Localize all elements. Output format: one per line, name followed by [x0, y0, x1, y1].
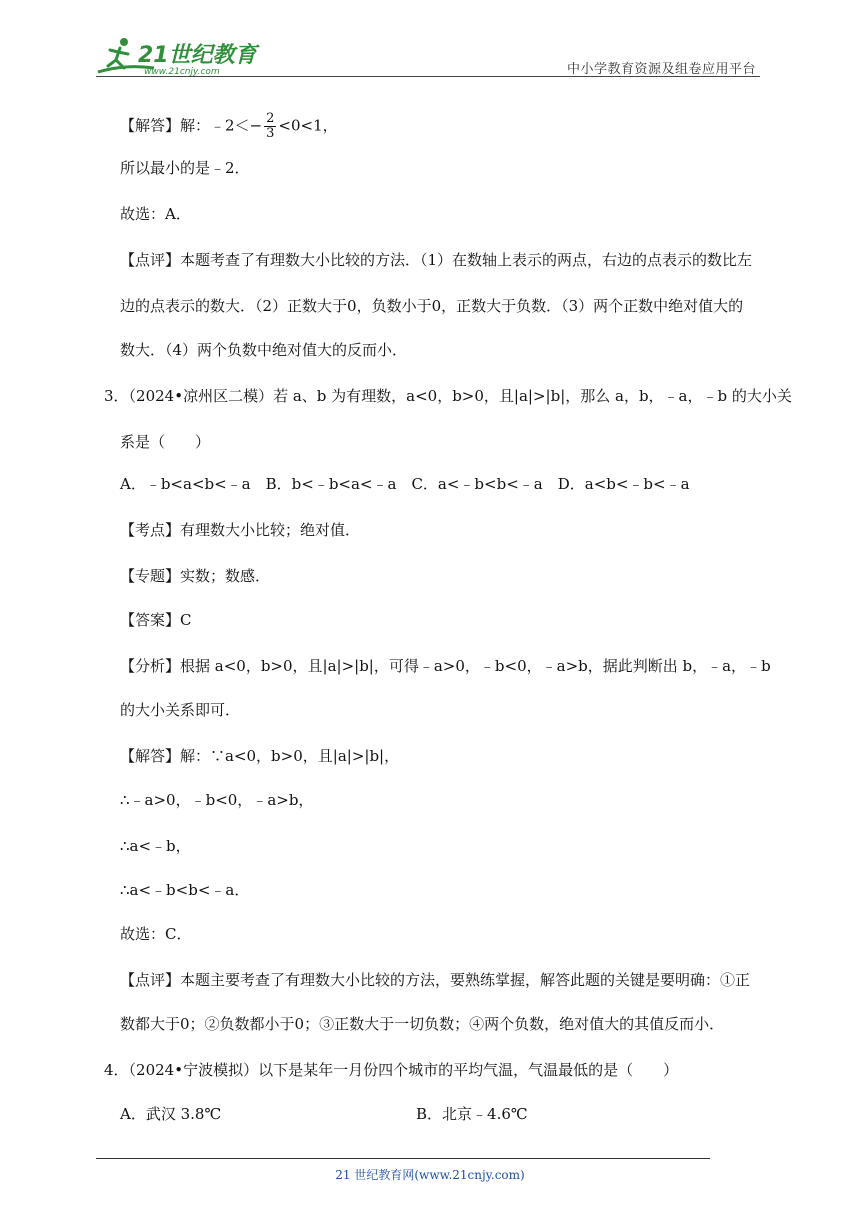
- choice-line: 故选：A．: [120, 205, 191, 223]
- question-3-stem: 3．（2024•凉州区二模）若 a、b 为有理数，a<0，b>0，且|a|>|b|，那么 a，b，﹣a，﹣b 的大小关: [104, 387, 792, 405]
- question-4-option-b: B．北京﹣4.6℃: [416, 1105, 528, 1123]
- answer-line-1: 【解答】解：﹣2＜− $\frac{2}{3}$ <0<1，: [120, 111, 338, 141]
- comment2-line-1: 【点评】本题主要考查了有理数大小比较的方法，要熟练掌握，解答此题的关键是要明确：①正: [120, 971, 751, 989]
- choice-line-2: 故选：C．: [120, 925, 192, 943]
- solution-line-2: ∴﹣a>0，﹣b<0，﹣a>b，: [120, 791, 314, 809]
- header-divider: [96, 76, 760, 77]
- answer-key: 【答案】C: [120, 611, 192, 629]
- fraction: $\frac{2}{3}$: [266, 111, 275, 141]
- solution-line-4: ∴a<﹣b<b<﹣a．: [120, 881, 250, 899]
- question-4-stem: 4．（2024•宁波模拟）以下是某年一月份四个城市的平均气温，气温最低的是（ ）: [104, 1061, 679, 1079]
- topic: 【专题】实数；数感．: [120, 567, 271, 585]
- comment-line-2: 边的点表示的数大．（2）正数大于0，负数小于0，正数大于负数．（3）两个正数中绝对值大的: [120, 297, 744, 315]
- comment2-line-2: 数都大于0；②负数都小于0；③正数大于一切负数；④两个负数，绝对值大的其值反而小．: [120, 1015, 725, 1033]
- solution-line-3: ∴a<﹣b，: [120, 837, 191, 855]
- site-logo: [94, 34, 264, 80]
- question-4-option-a: A．武汉 3.8℃: [120, 1105, 222, 1123]
- logo-subtext: www.21cnjy.com: [144, 67, 220, 77]
- logo-text: 21世纪教育: [138, 43, 257, 68]
- platform-title: 中小学教育资源及组卷应用平台: [566, 62, 756, 77]
- knowledge-point: 【考点】有理数大小比较；绝对值．: [120, 521, 361, 539]
- comment-line-3: 数大．（4）两个负数中绝对值大的反而小．: [120, 341, 408, 359]
- analysis-line-1: 【分析】根据 a<0，b>0，且|a|>|b|，可得﹣a>0，﹣b<0，﹣a>b，据此判断出 b，﹣a，﹣b: [120, 657, 771, 675]
- solution-line-1: 【解答】解：∵a<0，b>0，且|a|>|b|，: [120, 747, 400, 765]
- footer-link[interactable]: 21 世纪教育网(www.21cnjy.com): [335, 1168, 525, 1182]
- footer-divider: [96, 1158, 710, 1159]
- comment-line-1: 【点评】本题考查了有理数大小比较的方法．（1）在数轴上表示的两点，右边的点表示的数比左: [120, 251, 753, 269]
- question-3-options: A．﹣b<a<b<﹣a B．b<﹣b<a<﹣a C．a<﹣b<b<﹣a D．a<b<﹣b<﹣a: [120, 475, 690, 493]
- question-3-stem-cont: 系是（ ）: [120, 433, 211, 451]
- answer-line-2: 所以最小的是﹣2．: [120, 159, 250, 177]
- analysis-line-2: 的大小关系即可．: [120, 701, 241, 719]
